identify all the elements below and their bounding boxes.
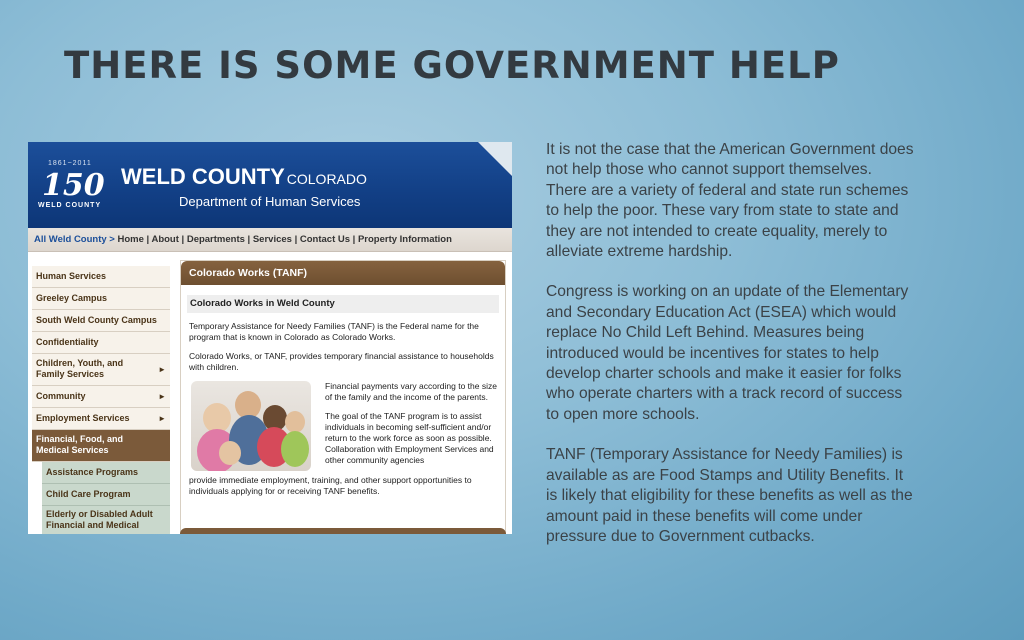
logo-subtitle: WELD COUNTY — [38, 202, 102, 209]
body-paragraph-1: It is not the case that the American Government does not help those who cannot support themselves. There are a variety of federal and state run schemes to help the poor. These vary from state to state and they are not intended to create equality, merely to alleviate extreme hardship. — [546, 141, 914, 261]
sidebar-item-confidentiality[interactable]: Confidentiality — [32, 332, 170, 354]
photo-section — [189, 381, 505, 475]
sidebar-item-greeley-campus[interactable]: Greeley Campus — [32, 288, 170, 310]
slide-title: THERE IS SOME GOVERNMENT HELP — [64, 44, 840, 87]
content-paragraph-2: Colorado Works, or TANF, provides temporary financial assistance to households with children. — [189, 351, 494, 372]
family-photo — [191, 381, 311, 471]
website-screenshot — [28, 142, 512, 534]
department-name: Department of Human Services — [179, 194, 361, 209]
sidebar-subitem-assistance-programs[interactable]: Assistance Programs — [42, 462, 170, 484]
sidebar-subitem-elderly-disabled[interactable]: Elderly or Disabled Adult Financial and Medical — [42, 506, 170, 534]
chevron-right-icon: ► — [158, 414, 166, 423]
content-paragraph-4: The goal of the TANF program is to assist individuals in becoming self-sufficient and/or return to the work force as soon as possible. Collaboration with Employment Services and other community agencies — [325, 411, 494, 465]
sidebar-item-human-services[interactable]: Human Services — [32, 266, 170, 288]
county-logo — [34, 160, 110, 216]
content-paragraph-5: provide immediate employment, training, and other support opportunities to individuals applying for or receiving TANF benefits. — [189, 475, 472, 496]
site-banner — [28, 142, 512, 228]
nav-all-weld-county[interactable]: All Weld County > — [34, 234, 115, 245]
chevron-right-icon: ► — [158, 365, 166, 374]
chevron-right-icon: ► — [158, 392, 166, 401]
site-navbar[interactable] — [28, 228, 512, 252]
content-header: Colorado Works (TANF) — [181, 261, 505, 285]
slide-body — [546, 140, 916, 567]
sidebar-item-children-youth-family[interactable]: Children, Youth, and Family Services ► — [32, 354, 170, 386]
county-title — [121, 164, 367, 190]
logo-number: 150 — [42, 168, 105, 203]
content-paragraph-3: Financial payments vary according to the size of the family and the income of the parents. — [325, 381, 497, 402]
body-paragraph-3: TANF (Temporary Assistance for Needy Families) is available as are Food Stamps and Utility Benefits. It is likely that eligibility for these benefits as well as the amount paid in these benefits will come under pressure due to Government cutbacks. — [546, 446, 913, 545]
sidebar-item-employment[interactable]: Employment Services ► — [32, 408, 170, 430]
content-paragraph-1: Temporary Assistance for Needy Families (TANF) is the Federal name for the program that is known in Colorado as Colorado Works. — [189, 321, 479, 342]
photo-side-text — [325, 381, 499, 466]
content-panel — [180, 260, 506, 534]
next-section-bar — [180, 528, 506, 534]
logo-years: 1861~2011 — [48, 160, 92, 167]
sidebar-subitem-child-care[interactable]: Child Care Program — [42, 484, 170, 506]
county-state: COLORADO — [286, 171, 367, 187]
banner-corner — [478, 142, 512, 176]
body-paragraph-2: Congress is working on an update of the Elementary and Secondary Education Act (ESEA) which would replace No Child Left Behind. Measures being introduced would be incentives for states to help develop charter schools and make it easier for folks who operate charters with a track record of success to open more schools. — [546, 283, 909, 423]
content-subheader: Colorado Works in Weld County — [187, 295, 499, 313]
nav-links[interactable]: Home | About | Departments | Services | Contact Us | Property Information — [114, 234, 452, 245]
sidebar-item-community[interactable]: Community ► — [32, 386, 170, 408]
sidebar-item-financial-food-medical[interactable]: Financial, Food, and Medical Services — [32, 430, 170, 462]
county-name: WELD COUNTY — [121, 164, 285, 189]
sidebar-menu — [32, 266, 170, 534]
sidebar-item-south-weld[interactable]: South Weld County Campus — [32, 310, 170, 332]
